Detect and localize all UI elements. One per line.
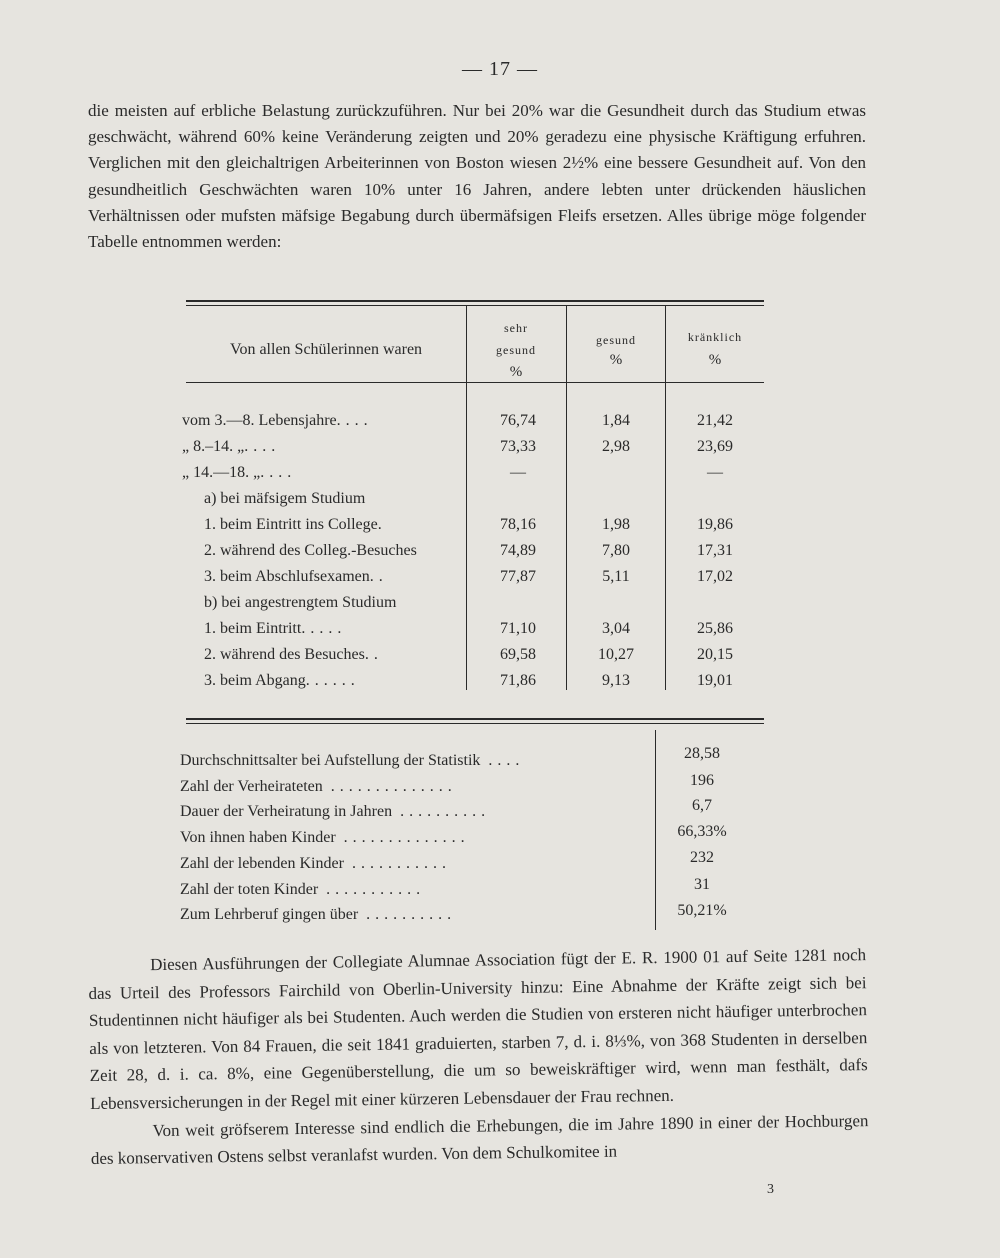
stat-value: 6,7	[692, 797, 712, 814]
table-cell-v1: 71,10	[500, 620, 536, 637]
row-label-text: a) bei mäfsigem Studium	[204, 490, 366, 507]
stat-label-text: Durchschnittsalter bei Aufstellung der Statistik	[180, 752, 481, 769]
stat-row-label	[180, 778, 457, 796]
col1-header-top: sehr	[504, 321, 528, 335]
table-cell-v2: 9,13	[602, 672, 630, 689]
row-label-text: b) bei angestrengtem Studium	[204, 594, 397, 611]
stat-value: 232	[690, 849, 714, 866]
table-row-label	[204, 594, 396, 612]
table-cell-v3: 17,02	[697, 568, 733, 585]
table-cell-v2: 5,11	[602, 568, 630, 585]
table-cell-v2: 7,80	[602, 542, 630, 559]
table-cell-v3: —	[707, 464, 723, 481]
stat-leader-dots: ..............	[330, 778, 457, 795]
table-row-label	[204, 516, 387, 534]
stat-row-label	[180, 906, 456, 924]
table-row-label	[182, 438, 280, 456]
table-row-label	[204, 672, 360, 690]
col1-header-mid: gesund	[496, 343, 536, 357]
page-number: — 17 —	[462, 58, 538, 80]
closing-paragraph-1: Diesen Ausführungen der Collegiate Alumnae Association fügt der E. R. 1900 01 auf Seite 1281 noch das Urteil des Professors Fairchild von Oberlin-University hinzu: Eine Abnahme der Kräfte zeigt sich bei Studentinnen nicht häufiger als bei Studenten. Auch werden die Studien von ersteren nicht häufiger unterbrochen als von letzteren. Von 84 Frauen, die seit 1841 graduierten, starben 7, d. i. 8⅓%, von 368 Studenten in derselben Zeit 28, d. i. ca. 8%, eine Gegenüberstellung, die um so beweiskräftiger wird, wenn man festhält, dafs Lebensversicherungen in der Regel mit einer kürzeren Lebensdauer der Frau rechnen.	[88, 945, 868, 1113]
table-row-label	[204, 646, 383, 664]
stat-value: 66,33%	[677, 823, 727, 840]
stat-row-label	[180, 829, 470, 847]
row-label-text: 3. beim Abgang	[204, 672, 306, 689]
stat-label-text: Zahl der lebenden Kinder	[180, 855, 344, 872]
table-cell-v1: 73,33	[500, 438, 536, 455]
table-row-label	[204, 542, 417, 560]
table-cell-v3: 19,01	[697, 672, 733, 689]
stat-label-text: Zum Lehrberuf gingen über	[180, 906, 359, 923]
table-row-label	[204, 490, 365, 508]
table-cell-v2: 1,84	[602, 412, 630, 429]
row-leader-dots: ....	[336, 412, 373, 429]
signature-mark: 3	[767, 1182, 774, 1197]
stat-leader-dots: ...........	[326, 881, 426, 898]
row-leader-dots: ..	[364, 646, 383, 663]
row-label-text: 2. während des Colleg.-Besuches	[204, 542, 417, 559]
stat-label-text: Von ihnen haben Kinder	[180, 829, 336, 846]
stat-value: 28,58	[684, 745, 720, 762]
stat-leader-dots: ..........	[366, 906, 457, 923]
col2-header-unit: %	[609, 352, 623, 368]
stat-row-label	[180, 855, 451, 873]
table-cell-v1: 78,16	[500, 516, 536, 533]
col3-header-unit: %	[708, 352, 722, 368]
row-leader-dots: ..	[369, 568, 388, 585]
stat-row-label	[180, 881, 425, 899]
stat-value: 196	[690, 772, 714, 789]
stat-value: 31	[694, 876, 710, 893]
row-leader-dots: .....	[301, 620, 347, 637]
stat-label-text: Zahl der toten Kinder	[180, 881, 319, 898]
intro-paragraph: die meisten auf erbliche Belastung zurückzuführen. Nur bei 20% war die Gesundheit durch das Studium etwas geschwächt, während 60% keine Veränderung zeigten und 20% geradezu eine physische Kräftigung erfuhren. Verglichen mit den gleichaltrigen Arbeiterinnen von Boston wiesen 2½% eine bessere Gesundheit auf. Von den gesundheitlich Geschwächten waren 10% unter 16 Jahren, andere lebten unter drückenden häuslichen Verhältnissen oder mufsten mäfsige Begabung durch übermäfsigen Fleifs ersetzen. Alles übrige möge folgender Tabelle entnommen werden:	[88, 101, 866, 252]
stat-leader-dots: ...........	[351, 855, 451, 872]
table-cell-v1: 76,74	[500, 412, 536, 429]
row-label-text: „ 8.–14. „	[182, 438, 245, 455]
stat-row-label	[180, 752, 524, 770]
col1-header-unit: %	[509, 364, 523, 380]
table-top-rule	[186, 300, 764, 302]
stat-leader-dots: ..........	[400, 803, 491, 820]
row-label-text: 1. beim Eintritt ins College	[204, 516, 378, 533]
table-top-rule-2	[186, 305, 764, 306]
closing-text	[88, 941, 869, 1173]
table-cell-v1: —	[510, 464, 526, 481]
stat-label-text: Zahl der Verheirateten	[180, 778, 323, 795]
row-label-text: „ 14.—18. „	[182, 464, 261, 481]
table-row-label	[204, 620, 346, 638]
col2-header: gesund	[596, 333, 636, 347]
table-bottom-rule-2	[186, 723, 764, 724]
table-cell-v3: 17,31	[697, 542, 733, 559]
row-leader-dots: ....	[260, 464, 297, 481]
table-cell-v1: 77,87	[500, 568, 536, 585]
table-header-label: Von allen Schülerinnen waren	[229, 341, 423, 358]
table-header-rule	[186, 382, 764, 383]
stat-value: 50,21%	[677, 902, 727, 919]
table-row-label	[204, 568, 388, 586]
table-cell-v1: 69,58	[500, 646, 536, 663]
table-cell-v3: 21,42	[697, 412, 733, 429]
table-cell-v2: 1,98	[602, 516, 630, 533]
table-cell-v1: 74,89	[500, 542, 536, 559]
table-cell-v2: 10,27	[598, 646, 634, 663]
stat-leader-dots: ....	[488, 752, 525, 769]
stat-label-text: Dauer der Verheiratung in Jahren	[180, 803, 393, 820]
row-leader-dots: ......	[305, 672, 360, 689]
closing-paragraph-2: Von weit gröfserem Interesse sind endlich die Erhebungen, die im Jahre 1890 in einer der Hochburgen des konservativen Ostens selbst veranlafst wurden. Von dem Schulkomitee in	[90, 1110, 869, 1169]
row-leader-dots: .	[377, 516, 387, 533]
table-cell-v3: 23,69	[697, 438, 733, 455]
stats-divider	[655, 730, 656, 930]
table-cell-v1: 71,86	[500, 672, 536, 689]
stat-row-label	[180, 803, 490, 821]
table-row-label	[182, 412, 373, 430]
row-label-text: 1. beim Eintritt	[204, 620, 302, 637]
table-cell-v2: 3,04	[602, 620, 630, 637]
table-cell-v2: 2,98	[602, 438, 630, 455]
row-label-text: 2. während des Besuches	[204, 646, 365, 663]
stat-leader-dots: ..............	[343, 829, 470, 846]
row-label-text: 3. beim Abschlufsexamen	[204, 568, 370, 585]
table-row-label	[182, 464, 296, 482]
table-cell-v3: 19,86	[697, 516, 733, 533]
table-bottom-rule	[186, 718, 764, 720]
row-label-text: vom 3.—8. Lebensjahre	[182, 412, 337, 429]
row-leader-dots: ....	[244, 438, 281, 455]
col3-header: kränklich	[687, 330, 743, 344]
table-cell-v3: 25,86	[697, 620, 733, 637]
table-cell-v3: 20,15	[697, 646, 733, 663]
